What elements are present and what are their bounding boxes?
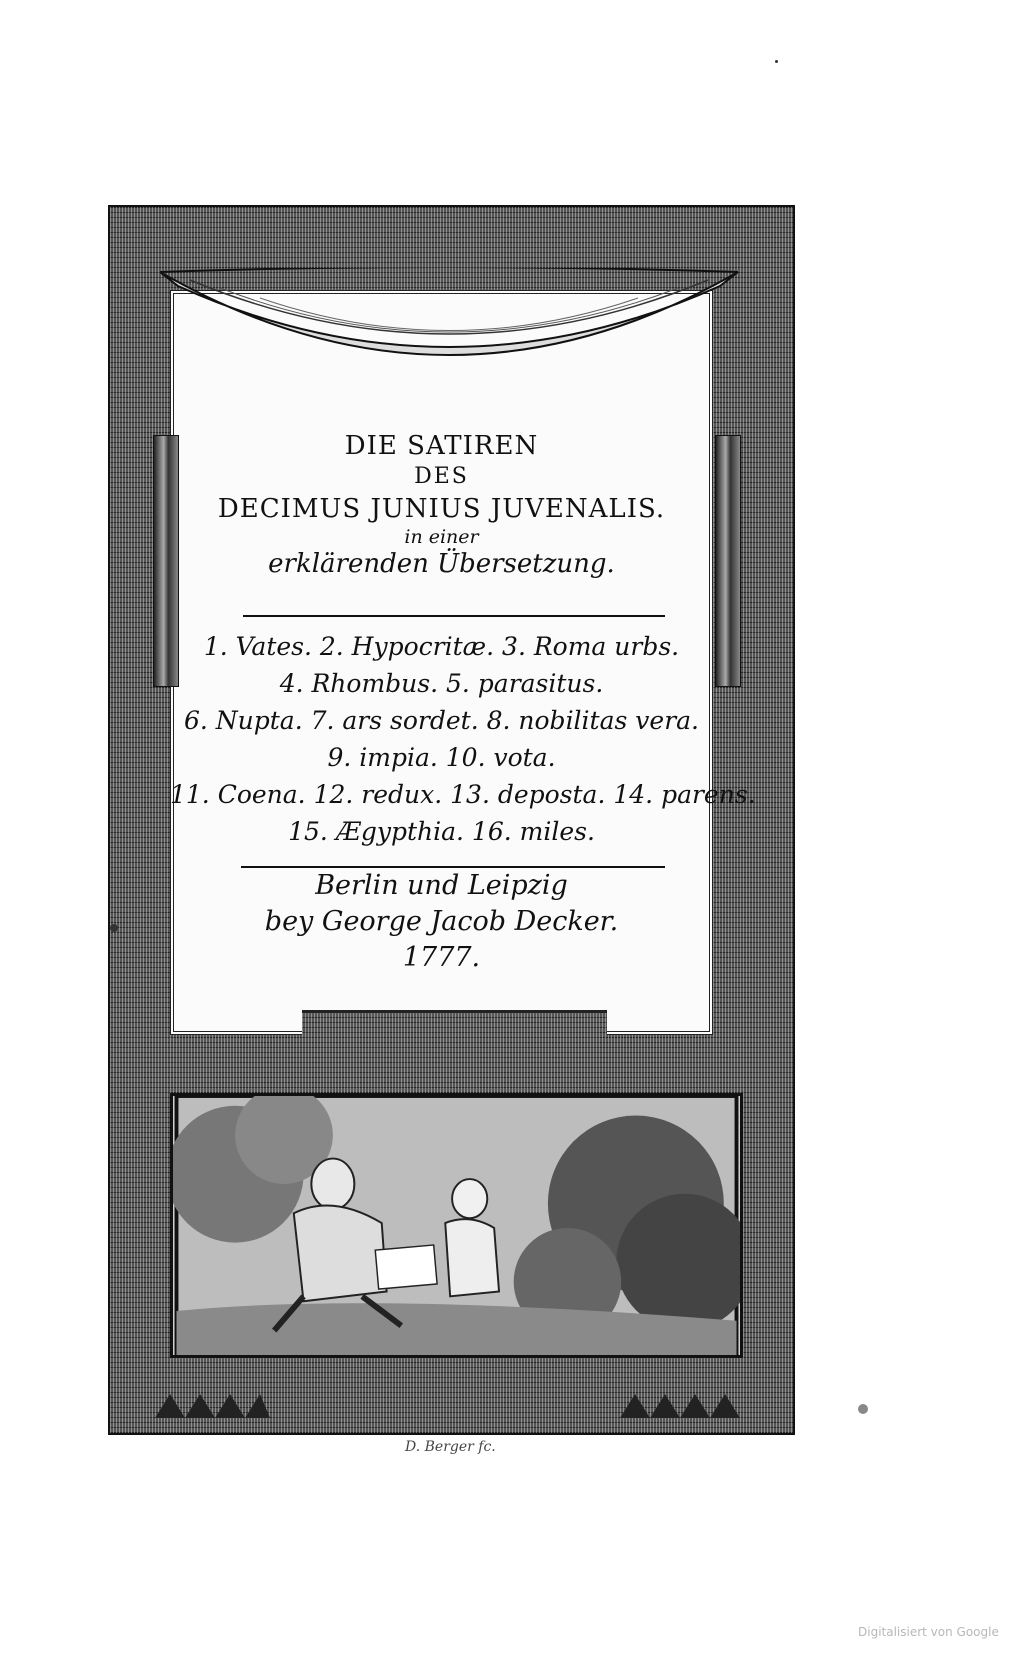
paper-speck (775, 60, 778, 63)
contents-line: 15. Ægypthia. 16. miles. (288, 817, 595, 846)
imprint-block (170, 868, 713, 976)
paper-speck (110, 924, 118, 932)
title-line-1: DIE SATIREN (344, 431, 539, 461)
subtitle-line-1: in einer (404, 526, 479, 548)
digitization-watermark: Digitalisiert von Google (858, 1625, 999, 1639)
contents-line: 4. Rhombus. 5. parasitus. (279, 669, 604, 698)
imprint-year: 1777. (402, 942, 481, 973)
divider-rule-top (243, 615, 665, 617)
imprint-place: Berlin und Leipzig (315, 870, 568, 901)
base-triangle-ornament-right (620, 1390, 740, 1418)
title-line-2: DES (414, 464, 469, 489)
subtitle-line-2: erklärenden Übersetzung. (268, 549, 615, 579)
satyr-putto-vignette (170, 1093, 743, 1358)
title-block (170, 430, 713, 580)
title-line-3: DECIMUS JUNIUS JUVENALIS. (217, 494, 666, 524)
drapery-ornament (160, 268, 738, 398)
satires-contents (170, 628, 756, 850)
panel-notch-ornament (302, 1010, 607, 1053)
engraver-signature: D. Berger fc. (405, 1439, 496, 1455)
contents-line: 6. Nupta. 7. ars sordet. 8. nobilitas vera. (183, 706, 699, 735)
right-ribbon-ornament (715, 435, 741, 687)
paper-speck (858, 1404, 868, 1414)
contents-line: 9. impia. 10. vota. (327, 743, 556, 772)
imprint-publisher: bey George Jacob Decker. (264, 906, 619, 937)
contents-line: 1. Vates. 2. Hypocritæ. 3. Roma urbs. (203, 632, 680, 661)
contents-line: 11. Coena. 12. redux. 13. deposta. 14. parens. (170, 780, 756, 809)
base-triangle-ornament-left (150, 1390, 270, 1418)
